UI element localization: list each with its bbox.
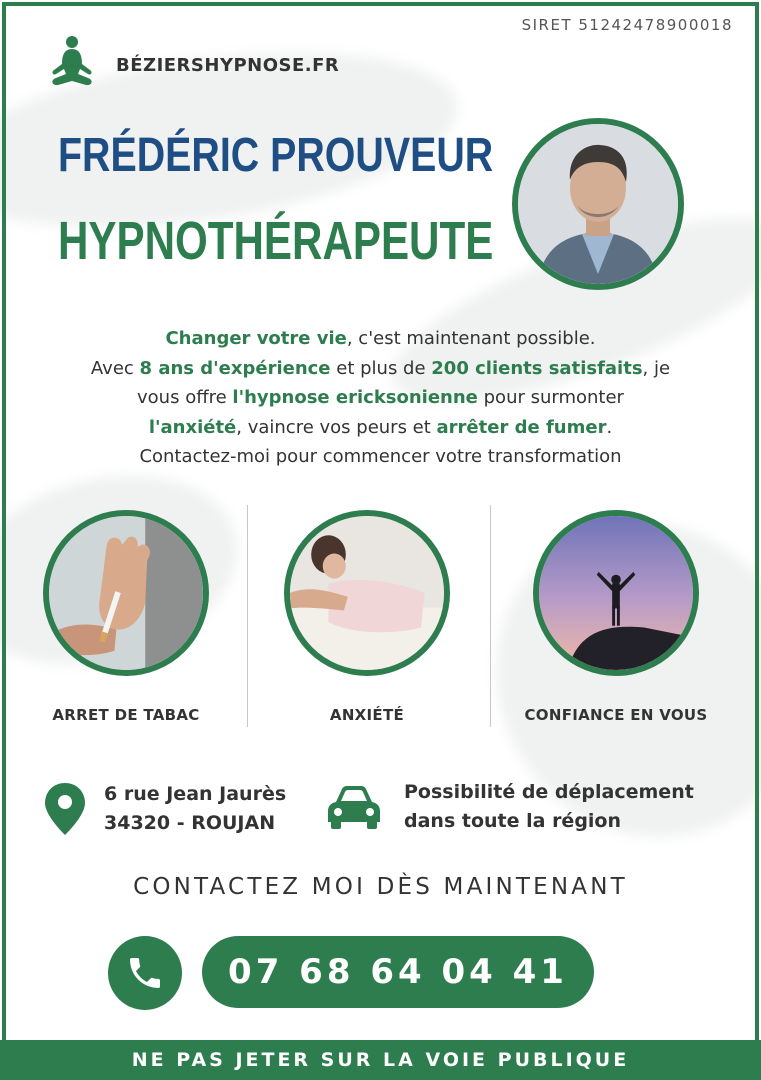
meditation-figure-icon	[46, 34, 98, 88]
car-icon	[326, 784, 382, 830]
anxiety-image	[290, 516, 444, 670]
stop-smoking-image	[49, 516, 203, 670]
intro-text-part: .	[606, 416, 613, 438]
intro-text-part: , je	[642, 357, 671, 379]
intro-highlight: l'anxiété	[148, 416, 237, 438]
website-url: BÉZIERSHYPNOSE.FR	[116, 55, 340, 76]
service-photo	[284, 510, 450, 676]
intro-text	[30, 324, 731, 472]
service-photo	[533, 510, 699, 676]
intro-highlight: l'hypnose ericksonienne	[232, 387, 478, 408]
phone-number[interactable]: 07 68 64 04 41	[202, 936, 594, 1008]
intro-highlight: Changer votre vie	[165, 328, 347, 349]
portrait-image	[518, 124, 678, 284]
footer-notice: NE PAS JETER SUR LA VOIE PUBLIQUE	[0, 1040, 761, 1080]
service-divider	[490, 505, 491, 727]
intro-text-part: vous offre	[137, 387, 233, 408]
travel-line: Possibilité de déplacement	[404, 781, 694, 803]
therapist-name: FRÉDÉRIC PROUVEUR	[58, 129, 494, 182]
location-pin-icon	[44, 782, 86, 836]
phone-icon	[125, 953, 165, 993]
intro-highlight: 200 clients satisfaits	[431, 357, 643, 379]
travel-info	[404, 778, 694, 836]
confidence-image	[539, 516, 693, 670]
service-label: ARRET DE TABAC	[52, 706, 200, 724]
intro-highlight: 8 ans d'expérience	[139, 357, 331, 379]
therapist-title: HYPNOTHÉRAPEUTE	[58, 211, 494, 271]
intro-line	[30, 324, 731, 354]
intro-text-part: Avec	[90, 357, 140, 379]
travel-line: dans toute la région	[404, 810, 622, 832]
phone-icon-badge[interactable]	[108, 936, 182, 1010]
address	[104, 780, 286, 838]
intro-line	[30, 383, 731, 413]
service-confidence	[496, 510, 736, 724]
service-label: ANXIÉTÉ	[329, 706, 405, 724]
service-photo	[43, 510, 209, 676]
service-label: CONFIANCE EN VOUS	[524, 706, 708, 724]
intro-text-part: , vaincre vos peurs et	[236, 416, 437, 438]
intro-text-part: et plus de	[330, 357, 432, 379]
service-stop-smoking	[6, 510, 246, 724]
service-anxiety	[247, 510, 487, 724]
intro-line	[30, 354, 731, 384]
intro-line	[30, 413, 731, 443]
address-city: 34320 - ROUJAN	[104, 812, 276, 834]
intro-text-part: , c'est maintenant possible.	[346, 328, 596, 349]
intro-highlight: arrêter de fumer	[436, 416, 607, 438]
siret-number: SIRET 51242478900018	[521, 16, 733, 34]
intro-text-part: pour surmonter	[477, 387, 624, 408]
address-street: 6 rue Jean Jaurès	[104, 783, 287, 805]
intro-line: Contactez-moi pour commencer votre transformation	[139, 446, 622, 467]
portrait-photo	[512, 118, 684, 290]
contact-heading: CONTACTEZ MOI DÈS MAINTENANT	[133, 874, 628, 900]
